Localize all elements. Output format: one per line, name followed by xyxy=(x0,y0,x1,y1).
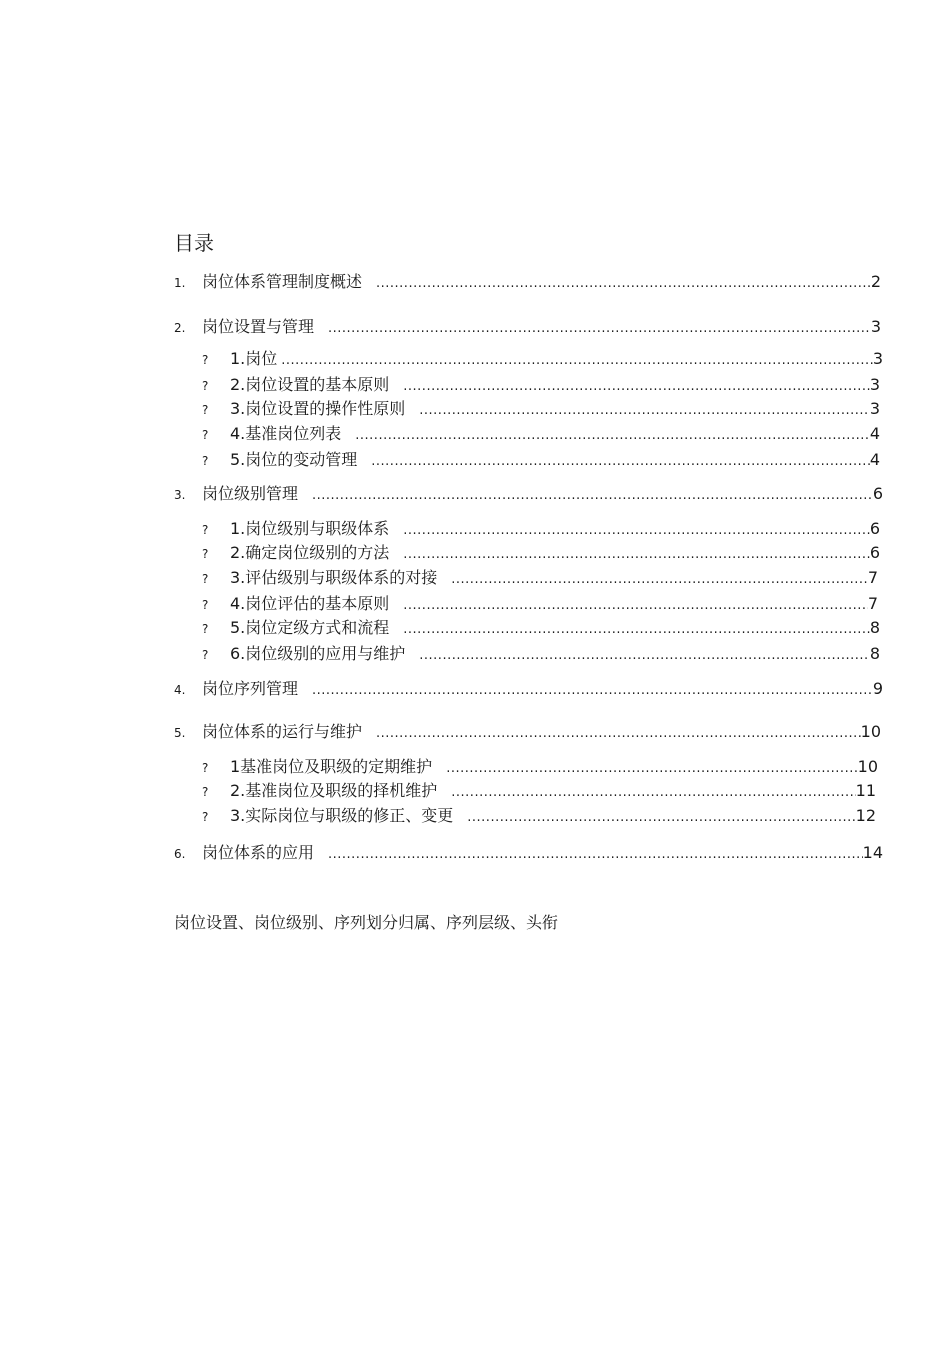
dot-leader xyxy=(451,785,855,800)
toc-label: 6.岗位级别的应用与维护 xyxy=(230,644,406,663)
dot-leader xyxy=(419,648,870,663)
bullet-icon: ? xyxy=(202,353,209,367)
dot-leader xyxy=(467,810,855,825)
toc-subentry-3-3[interactable] xyxy=(202,565,878,587)
toc-subentry-2-4[interactable] xyxy=(202,421,880,443)
toc-number: 6. xyxy=(174,847,186,861)
bullet-icon: ? xyxy=(202,622,209,636)
bullet-icon: ? xyxy=(202,785,209,799)
toc-page-number: 6 xyxy=(872,484,883,503)
dot-leader xyxy=(312,683,873,698)
toc-page-number: 3 xyxy=(870,317,881,336)
toc-label: 1基准岗位及职级的定期维护 xyxy=(230,757,433,776)
toc-number: 4. xyxy=(174,683,186,697)
toc-label: 岗位体系的运行与维护 xyxy=(202,722,363,741)
dot-leader xyxy=(451,572,868,587)
dot-leader xyxy=(403,622,870,637)
toc-subentry-5-2[interactable] xyxy=(202,778,876,800)
toc-page-number: 8 xyxy=(869,644,880,663)
toc-label: 1.岗位级别与职级体系 xyxy=(230,519,390,538)
toc-number: 1. xyxy=(174,276,186,290)
toc-entry-3[interactable] xyxy=(174,481,883,503)
bullet-icon: ? xyxy=(202,428,209,442)
dot-leader xyxy=(403,598,868,613)
toc-number: 3. xyxy=(174,488,186,502)
toc-label: 3.实际岗位与职级的修正、变更 xyxy=(230,806,454,825)
toc-entry-6[interactable] xyxy=(174,840,883,862)
toc-label: 岗位序列管理 xyxy=(202,679,299,698)
toc-page-number: 8 xyxy=(869,618,880,637)
toc-page-number: 2 xyxy=(870,272,881,291)
toc-label: 5.岗位定级方式和流程 xyxy=(230,618,390,637)
bullet-icon: ? xyxy=(202,572,209,586)
toc-subentry-2-2[interactable] xyxy=(202,372,880,394)
bullet-icon: ? xyxy=(202,403,209,417)
toc-label: 岗位设置与管理 xyxy=(202,317,315,336)
dot-leader xyxy=(403,547,870,562)
bullet-icon: ? xyxy=(202,523,209,537)
bullet-icon: ? xyxy=(202,648,209,662)
toc-page-number: 6 xyxy=(869,543,880,562)
toc-page-number: 12 xyxy=(855,806,876,825)
dot-leader xyxy=(403,523,870,538)
dot-leader xyxy=(403,379,870,394)
toc-page-number: 7 xyxy=(867,594,878,613)
dot-leader xyxy=(355,428,870,443)
toc-number: 2. xyxy=(174,321,186,335)
toc-page-number: 6 xyxy=(869,519,880,538)
toc-page-number: 3 xyxy=(869,375,880,394)
toc-page-number: 4 xyxy=(869,450,880,469)
body-text-line: 岗位设置、岗位级别、序列划分归属、序列层级、头衔 xyxy=(174,913,559,932)
dot-leader xyxy=(328,321,871,336)
toc-page-number: 10 xyxy=(860,722,881,741)
dot-leader xyxy=(371,454,870,469)
toc-subentry-5-1[interactable] xyxy=(202,754,878,776)
toc-subentry-3-4[interactable] xyxy=(202,591,878,613)
dot-leader xyxy=(312,488,873,503)
bullet-icon: ? xyxy=(202,454,209,468)
dot-leader xyxy=(376,726,861,741)
toc-subentry-2-5[interactable] xyxy=(202,447,880,469)
toc-subentry-3-5[interactable] xyxy=(202,615,880,637)
toc-label: 岗位体系管理制度概述 xyxy=(202,272,363,291)
toc-subentry-3-6[interactable] xyxy=(202,641,880,663)
toc-page-number: 11 xyxy=(855,781,876,800)
toc-entry-2[interactable] xyxy=(174,314,881,336)
toc-page-number: 9 xyxy=(872,679,883,698)
toc-label: 5.岗位的变动管理 xyxy=(230,450,358,469)
toc-label: 4.基准岗位列表 xyxy=(230,424,342,443)
toc-label: 2.基准岗位及职级的择机维护 xyxy=(230,781,438,800)
bullet-icon: ? xyxy=(202,761,209,775)
dot-leader xyxy=(328,847,863,862)
toc-label: 岗位级别管理 xyxy=(202,484,299,503)
toc-entry-1[interactable] xyxy=(174,269,881,291)
toc-subentry-2-1[interactable] xyxy=(202,346,883,368)
toc-entry-4[interactable] xyxy=(174,676,883,698)
toc-label: 4.岗位评估的基本原则 xyxy=(230,594,390,613)
toc-label: 3.岗位设置的操作性原则 xyxy=(230,399,406,418)
toc-label: 岗位体系的应用 xyxy=(202,843,315,862)
toc-number: 5. xyxy=(174,726,186,740)
toc-page-number: 3 xyxy=(869,399,880,418)
toc-page-number: 7 xyxy=(867,568,878,587)
toc-page-number: 4 xyxy=(869,424,880,443)
dot-leader xyxy=(446,761,857,776)
dot-leader xyxy=(376,276,871,291)
toc-label: 3.评估级别与职级体系的对接 xyxy=(230,568,438,587)
toc-page-number: 10 xyxy=(857,757,878,776)
toc-label: 2.岗位设置的基本原则 xyxy=(230,375,390,394)
toc-page-number: 14 xyxy=(862,843,883,862)
toc-label: 2.确定岗位级别的方法 xyxy=(230,543,390,562)
toc-label: 1.岗位 xyxy=(230,349,278,368)
toc-entry-5[interactable] xyxy=(174,719,881,741)
bullet-icon: ? xyxy=(202,379,209,393)
dot-leader xyxy=(419,403,870,418)
toc-subentry-5-3[interactable] xyxy=(202,803,876,825)
bullet-icon: ? xyxy=(202,598,209,612)
toc-subentry-2-3[interactable] xyxy=(202,396,880,418)
toc-title: 目录 xyxy=(174,231,214,255)
toc-subentry-3-2[interactable] xyxy=(202,540,880,562)
toc-page-number: 3 xyxy=(872,349,883,368)
bullet-icon: ? xyxy=(202,810,209,824)
dot-leader xyxy=(281,353,873,368)
bullet-icon: ? xyxy=(202,547,209,561)
toc-subentry-3-1[interactable] xyxy=(202,516,880,538)
